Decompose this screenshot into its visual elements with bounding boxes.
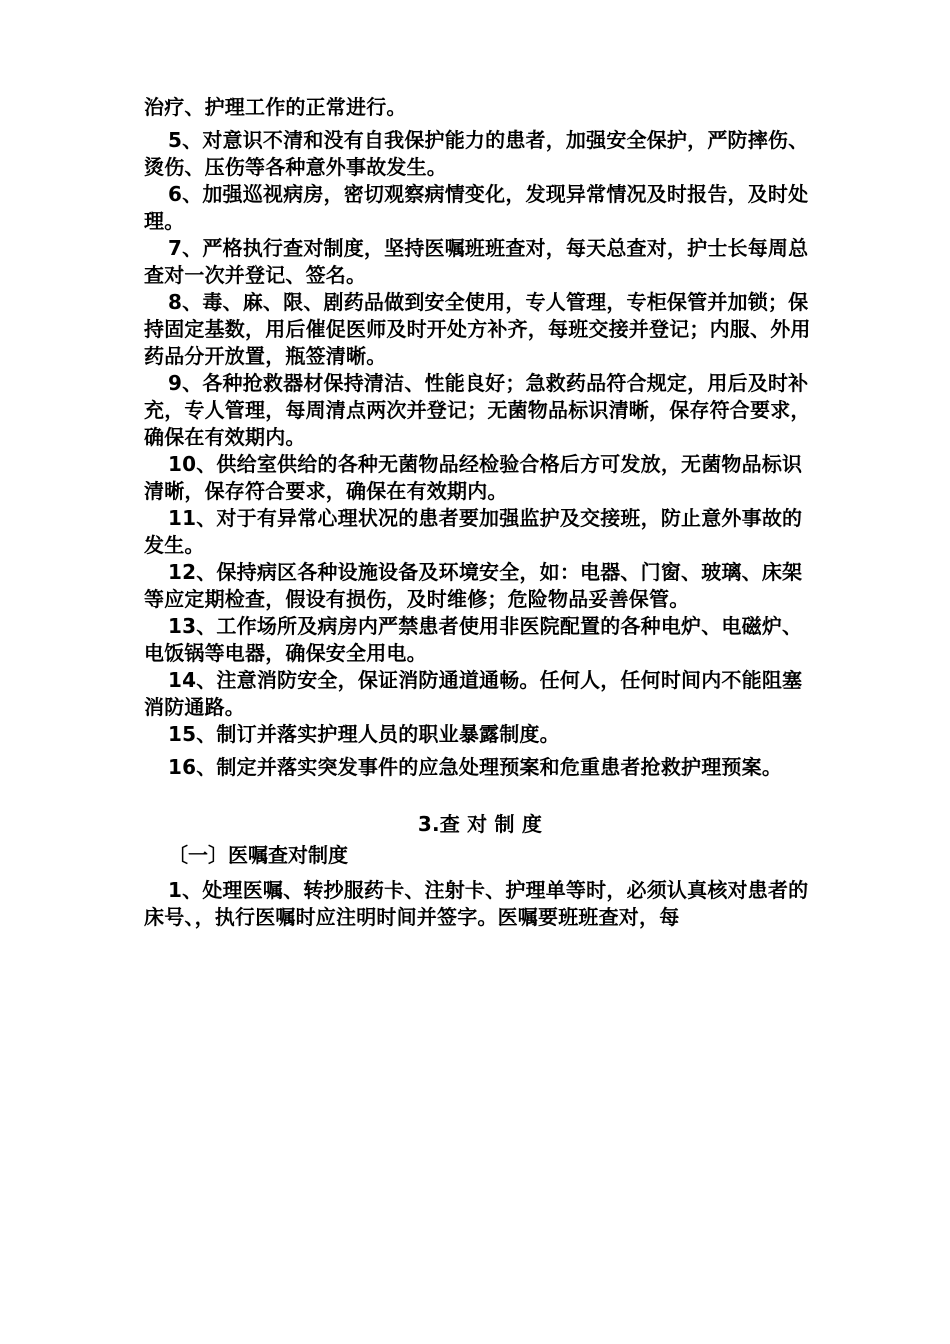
section-paragraph-1: 1、处理医嘱、转抄服药卡、注射卡、护理单等时，必须认真核对患者的床号、，执行医嘱时应注明时间并签字。医嘱要班班查对，每	[144, 878, 809, 929]
paragraph-item-6: 6、加强巡视病房，密切观察病情变化，发现异常情况及时报告，及时处理。	[144, 182, 809, 233]
section-title: 3.查 对 制 度	[417, 812, 543, 836]
paragraph-item-9: 9、各种抢救器材保持清洁、性能良好；急救药品符合规定，用后及时补充，专人管理，每周清点两次并登记；无菌物品标识清晰，保存符合要求，确保在有效期内。	[144, 371, 811, 449]
paragraph-continuation: 治疗、护理工作的正常进行。	[144, 95, 407, 119]
paragraph-item-8: 8、毒、麻、限、剧药品做到安全使用，专人管理，专柜保管并加锁；保持固定基数，用后催促医师及时开处方补齐，每班交接并登记；内服、外用药品分开放置，瓶签清晰。	[144, 290, 811, 368]
sub-heading: 〔一〕医嘱查对制度	[168, 843, 348, 867]
paragraph-item-13: 13、工作场所及病房内严禁患者使用非医院配置的各种电炉、电磁炉、电饭锅等电器，确保安全用电。	[144, 614, 803, 665]
paragraph-item-11: 11、对于有异常心理状况的患者要加强监护及交接班，防止意外事故的发生。	[144, 506, 803, 557]
paragraph-item-10: 10、供给室供给的各种无菌物品经检验合格后方可发放，无菌物品标识清晰，保存符合要求，确保在有效期内。	[144, 452, 803, 503]
document-page	[144, 94, 816, 931]
paragraph-item-14: 14、注意消防安全，保证消防通道通畅。任何人，任何时间内不能阻塞消防通路。	[144, 668, 803, 719]
paragraph-item-7: 7、严格执行查对制度，坚持医嘱班班查对，每天总查对，护士长每周总查对一次并登记、签名。	[144, 236, 809, 287]
paragraph-item-15: 15、制订并落实护理人员的职业暴露制度。	[168, 722, 560, 746]
paragraph-item-16: 16、制定并落实突发事件的应急处理预案和危重患者抢救护理预案。	[168, 755, 783, 779]
paragraph-item-12: 12、保持病区各种设施设备及环境安全，如：电器、门窗、玻璃、床架等应定期检查，假设有损伤，及时维修；危险物品妥善保管。	[144, 560, 803, 611]
paragraph-item-5: 5、对意识不清和没有自我保护能力的患者，加强安全保护，严防摔伤、烫伤、压伤等各种意外事故发生。	[144, 128, 809, 179]
